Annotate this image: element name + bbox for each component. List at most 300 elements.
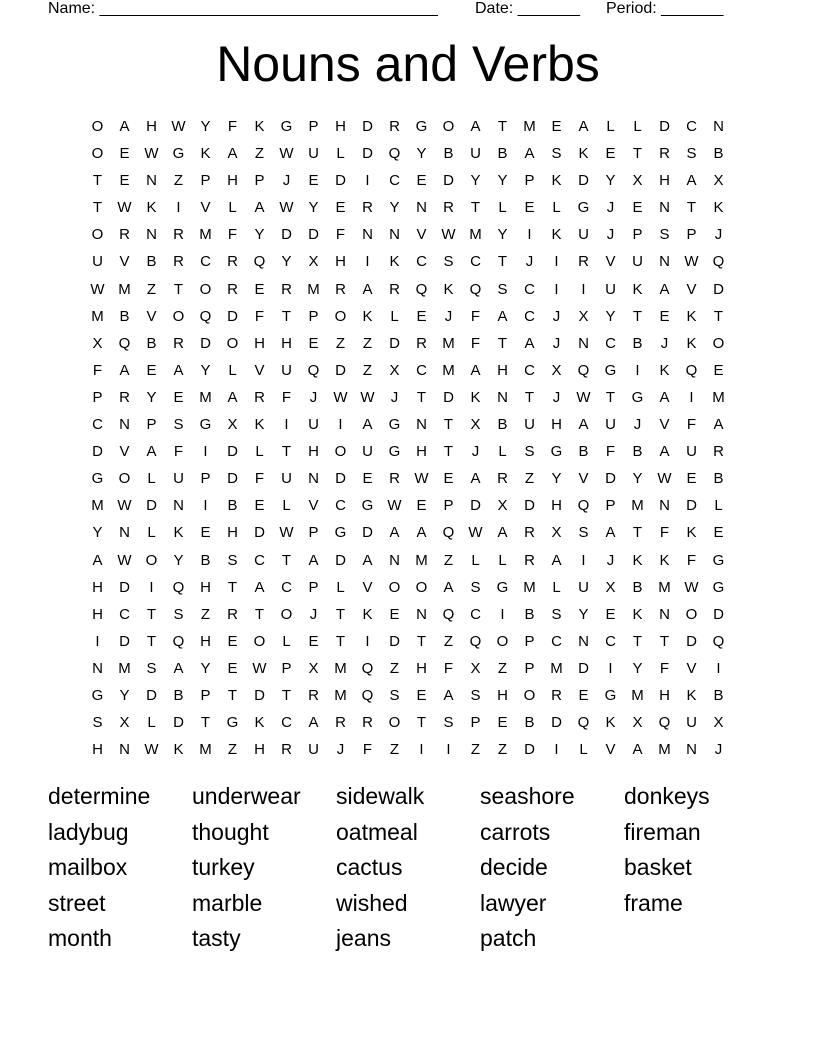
grid-letter: V — [605, 741, 616, 759]
grid-letter: A — [362, 551, 373, 569]
grid-letter: U — [524, 416, 535, 434]
grid-letter: D — [605, 470, 616, 488]
grid-row — [84, 574, 732, 601]
word-bank-item: oatmeal — [336, 818, 418, 845]
grid-letter: T — [443, 443, 454, 461]
grid-letter: D — [686, 632, 697, 650]
grid-letter: G — [712, 578, 725, 596]
grid-letter: C — [416, 361, 427, 379]
grid-letter: P — [200, 686, 211, 704]
grid-letter: K — [659, 551, 670, 569]
grid-letter: Y — [173, 551, 184, 569]
word-bank-item: frame — [624, 889, 683, 916]
grid-row — [84, 547, 732, 574]
word-bank-item: thought — [192, 818, 269, 845]
grid-letter: A — [254, 578, 265, 596]
grid-letter: B — [200, 551, 211, 569]
grid-letter: D — [335, 470, 346, 488]
grid-letter: R — [389, 118, 400, 135]
grid-letter: D — [308, 226, 319, 244]
grid-letter: P — [308, 307, 319, 325]
grid-letter: A — [254, 199, 265, 217]
grid-letter: R — [173, 226, 184, 244]
grid-letter: X — [227, 416, 238, 434]
grid-letter: N — [578, 632, 589, 650]
grid-letter: N — [389, 226, 400, 244]
grid-letter: U — [686, 443, 697, 461]
word-bank-item: jeans — [336, 925, 391, 951]
grid-letter: D — [551, 714, 562, 732]
grid-letter: T — [281, 686, 292, 704]
grid-letter: Y — [632, 659, 643, 677]
grid-letter: E — [308, 632, 319, 650]
grid-letter: S — [227, 551, 238, 569]
grid-letter: B — [578, 443, 589, 461]
grid-row — [84, 709, 732, 736]
grid-letter: D — [443, 172, 454, 190]
grid-letter: K — [254, 118, 265, 135]
grid-letter: C — [119, 605, 130, 623]
grid-letter: M — [658, 741, 671, 759]
grid-letter: Z — [362, 361, 373, 379]
grid-letter: A — [605, 524, 616, 542]
grid-letter: D — [362, 118, 373, 135]
grid-letter: F — [92, 361, 103, 379]
grid-letter: M — [469, 226, 482, 244]
grid-letter: U — [281, 361, 292, 379]
grid-letter: C — [335, 497, 346, 515]
grid-letter: E — [443, 470, 454, 488]
grid-letter: T — [173, 280, 184, 298]
grid-letter: D — [524, 741, 535, 759]
word-bank — [48, 780, 768, 958]
grid-letter: K — [686, 334, 697, 352]
grid-row — [84, 628, 732, 655]
grid-letter: U — [605, 280, 616, 298]
grid-letter: W — [360, 388, 375, 406]
word-bank-item: determine — [48, 783, 151, 809]
grid-letter: D — [173, 714, 184, 732]
grid-letter: I — [500, 605, 505, 623]
grid-letter: L — [282, 632, 291, 650]
grid-letter: E — [254, 280, 265, 298]
grid-letter: D — [281, 226, 292, 244]
grid-letter: V — [119, 443, 130, 461]
grid-letter: F — [227, 226, 238, 244]
grid-letter: G — [577, 199, 590, 217]
grid-letter: T — [92, 199, 103, 217]
grid-letter: W — [117, 551, 132, 569]
grid-letter: L — [147, 470, 156, 488]
grid-letter: N — [389, 551, 400, 569]
grid-letter: N — [119, 416, 130, 434]
grid-letter: W — [279, 524, 294, 542]
grid-letter: O — [91, 118, 104, 135]
grid-letter: T — [497, 334, 508, 352]
grid-letter: Y — [605, 307, 616, 325]
grid-letter: Q — [118, 334, 131, 352]
grid-letter: N — [686, 741, 697, 759]
grid-letter: B — [632, 443, 643, 461]
grid-letter: Z — [173, 172, 184, 190]
grid-letter: C — [605, 334, 616, 352]
grid-letter: I — [419, 741, 424, 759]
grid-letter: U — [308, 145, 319, 163]
grid-letter: D — [524, 497, 535, 515]
grid-letter: I — [365, 172, 370, 190]
grid-letter: A — [227, 145, 238, 163]
grid-row — [84, 411, 732, 438]
grid-letter: F — [686, 551, 697, 569]
grid-letter: Q — [658, 714, 671, 732]
grid-letter: Z — [470, 741, 481, 759]
grid-letter: T — [281, 551, 292, 569]
grid-letter: B — [146, 334, 157, 352]
grid-letter: B — [146, 253, 157, 271]
grid-letter: T — [659, 632, 670, 650]
grid-row — [84, 682, 732, 709]
grid-letter: E — [497, 714, 508, 732]
word-bank-item: seashore — [480, 783, 575, 809]
grid-letter: A — [443, 578, 454, 596]
grid-letter: C — [686, 118, 697, 135]
grid-letter: P — [605, 497, 616, 515]
grid-letter: W — [333, 388, 348, 406]
grid-letter: W — [90, 280, 105, 298]
grid-letter: H — [227, 172, 238, 190]
grid-letter: L — [147, 714, 156, 732]
grid-letter: A — [173, 361, 184, 379]
grid-letter: D — [254, 524, 265, 542]
grid-letter: B — [524, 605, 535, 623]
grid-letter: J — [552, 388, 561, 406]
grid-letter: Q — [577, 497, 590, 515]
grid-letter: W — [441, 226, 456, 244]
grid-letter: P — [524, 172, 535, 190]
grid-letter: F — [470, 334, 481, 352]
grid-letter: C — [605, 632, 616, 650]
grid-letter: I — [365, 632, 370, 650]
grid-letter: G — [604, 361, 617, 379]
grid-letter: L — [552, 199, 561, 217]
grid-letter: E — [254, 497, 265, 515]
grid-letter: R — [227, 280, 238, 298]
grid-letter: T — [497, 253, 508, 271]
grid-letter: O — [523, 686, 536, 704]
grid-letter: N — [659, 497, 670, 515]
grid-letter: B — [524, 714, 535, 732]
grid-row — [84, 655, 732, 682]
grid-letter: R — [443, 199, 454, 217]
grid-letter: P — [524, 659, 535, 677]
grid-letter: H — [659, 686, 670, 704]
grid-letter: X — [632, 172, 643, 190]
grid-letter: A — [227, 388, 238, 406]
grid-letter: A — [578, 416, 589, 434]
grid-letter: N — [713, 118, 724, 135]
grid-letter: M — [334, 686, 347, 704]
grid-letter: V — [686, 659, 697, 677]
word-bank-item: mailbox — [48, 854, 128, 880]
grid-letter: Q — [388, 145, 401, 163]
grid-letter: C — [551, 632, 562, 650]
grid-letter: I — [149, 578, 154, 596]
grid-letter: P — [308, 578, 319, 596]
grid-letter: R — [335, 280, 346, 298]
grid-letter: I — [716, 659, 721, 677]
grid-letter: I — [203, 497, 208, 515]
grid-letter: Y — [497, 226, 508, 244]
grid-letter: Y — [308, 199, 319, 217]
grid-letter: T — [686, 199, 697, 217]
grid-letter: K — [200, 145, 211, 163]
grid-letter: A — [659, 388, 670, 406]
grid-letter: R — [551, 686, 562, 704]
grid-letter: X — [389, 361, 400, 379]
grid-letter: R — [389, 280, 400, 298]
grid-letter: S — [524, 443, 535, 461]
grid-row — [84, 492, 732, 519]
grid-letter: T — [632, 145, 643, 163]
grid-letter: G — [550, 443, 563, 461]
grid-letter: G — [712, 551, 725, 569]
grid-letter: D — [443, 388, 454, 406]
grid-letter: J — [444, 307, 453, 325]
grid-letter: I — [527, 226, 532, 244]
grid-letter: S — [443, 714, 454, 732]
grid-letter: J — [606, 551, 615, 569]
grid-letter: T — [227, 686, 238, 704]
grid-letter: I — [284, 416, 289, 434]
grid-letter: R — [254, 388, 265, 406]
grid-letter: G — [361, 497, 374, 515]
grid-letter: L — [228, 199, 237, 217]
grid-letter: H — [308, 443, 319, 461]
grid-letter: T — [335, 605, 346, 623]
grid-letter: L — [552, 578, 561, 596]
grid-letter: H — [92, 605, 103, 623]
grid-letter: A — [551, 551, 562, 569]
grid-letter: N — [659, 605, 670, 623]
grid-letter: M — [91, 497, 104, 515]
grid-letter: T — [416, 632, 427, 650]
grid-letter: T — [632, 632, 643, 650]
grid-letter: L — [228, 361, 237, 379]
grid-letter: L — [255, 443, 264, 461]
letter-grid — [84, 113, 732, 763]
grid-letter: E — [389, 605, 400, 623]
grid-letter: W — [414, 470, 429, 488]
grid-letter: Y — [92, 524, 103, 542]
grid-letter: S — [497, 280, 508, 298]
grid-letter: N — [416, 416, 427, 434]
grid-letter: S — [173, 605, 184, 623]
word-bank-item: lawyer — [480, 889, 547, 916]
grid-letter: P — [470, 714, 481, 732]
grid-letter: O — [334, 443, 347, 461]
grid-letter: W — [684, 253, 699, 271]
grid-letter: D — [335, 361, 346, 379]
grid-letter: T — [713, 307, 724, 325]
word-bank-item: basket — [624, 854, 692, 880]
grid-letter: E — [524, 199, 535, 217]
grid-letter: D — [362, 524, 373, 542]
grid-letter: H — [254, 334, 265, 352]
grid-letter: G — [604, 686, 617, 704]
grid-letter: S — [389, 686, 400, 704]
word-bank-item: sidewalk — [336, 783, 425, 809]
grid-letter: I — [581, 551, 586, 569]
grid-letter: L — [579, 741, 588, 759]
grid-letter: Q — [712, 253, 725, 271]
word-bank-item: tasty — [192, 925, 241, 951]
grid-letter: S — [470, 578, 481, 596]
grid-letter: Q — [361, 659, 374, 677]
word-bank-item: donkeys — [624, 783, 710, 809]
grid-letter: J — [633, 416, 642, 434]
grid-letter: K — [551, 226, 562, 244]
grid-letter: N — [119, 524, 130, 542]
grid-letter: K — [686, 307, 697, 325]
grid-letter: K — [632, 280, 643, 298]
grid-letter: R — [362, 714, 373, 732]
grid-letter: O — [712, 334, 725, 352]
grid-letter: Z — [227, 741, 238, 759]
grid-letter: L — [147, 524, 156, 542]
grid-letter: Y — [146, 388, 157, 406]
grid-letter: Q — [469, 632, 482, 650]
grid-letter: S — [659, 226, 670, 244]
grid-letter: Z — [497, 741, 508, 759]
grid-letter: I — [554, 253, 559, 271]
grid-letter: J — [525, 253, 534, 271]
word-bank-item: cactus — [336, 854, 403, 880]
word-bank-item: month — [48, 925, 112, 951]
grid-letter: C — [524, 361, 535, 379]
grid-letter: O — [199, 280, 212, 298]
grid-letter: A — [308, 551, 319, 569]
grid-letter: I — [338, 416, 343, 434]
grid-letter: X — [713, 172, 724, 190]
word-bank-item: wished — [336, 889, 408, 916]
grid-letter: M — [91, 307, 104, 325]
grid-letter: Q — [199, 307, 212, 325]
header — [48, 0, 768, 20]
grid-letter: P — [92, 388, 103, 406]
grid-letter: Y — [578, 605, 589, 623]
grid-letter: J — [471, 443, 480, 461]
grid-letter: X — [308, 253, 319, 271]
grid-letter: F — [443, 659, 454, 677]
grid-letter: M — [118, 280, 131, 298]
grid-row — [84, 519, 732, 546]
grid-letter: O — [145, 551, 158, 569]
grid-letter: K — [362, 307, 373, 325]
grid-letter: H — [551, 497, 562, 515]
grid-letter: K — [470, 388, 481, 406]
grid-letter: R — [335, 714, 346, 732]
grid-letter: M — [631, 686, 644, 704]
grid-letter: X — [551, 524, 562, 542]
grid-letter: R — [416, 334, 427, 352]
grid-letter: Q — [712, 632, 725, 650]
grid-letter: E — [416, 172, 427, 190]
grid-letter: E — [362, 470, 373, 488]
grid-letter: I — [203, 443, 208, 461]
grid-letter: D — [227, 307, 238, 325]
grid-letter: X — [308, 659, 319, 677]
grid-letter: Y — [632, 470, 643, 488]
grid-letter: N — [119, 741, 130, 759]
grid-letter: B — [713, 470, 724, 488]
grid-letter: M — [631, 497, 644, 515]
grid-letter: Z — [146, 280, 157, 298]
grid-letter: H — [281, 334, 292, 352]
grid-letter: T — [497, 118, 508, 135]
grid-letter: D — [578, 659, 589, 677]
grid-letter: G — [199, 416, 212, 434]
grid-letter: R — [524, 524, 535, 542]
grid-letter: U — [578, 578, 589, 596]
grid-letter: C — [470, 605, 481, 623]
word-bank-item: marble — [192, 889, 263, 916]
grid-letter: T — [254, 605, 265, 623]
grid-letter: I — [689, 388, 694, 406]
grid-letter: R — [308, 686, 319, 704]
word-bank-item: turkey — [192, 854, 255, 880]
grid-letter: H — [335, 118, 346, 135]
grid-letter: M — [712, 388, 725, 406]
grid-letter: G — [91, 686, 104, 704]
grid-letter: F — [173, 443, 184, 461]
grid-letter: Q — [172, 578, 185, 596]
page-title: Nouns and Verbs — [216, 36, 600, 92]
grid-letter: E — [416, 497, 427, 515]
grid-letter: A — [578, 118, 589, 135]
grid-letter: P — [200, 172, 211, 190]
grid-letter: A — [713, 416, 724, 434]
grid-letter: D — [92, 443, 103, 461]
grid-letter: R — [119, 226, 130, 244]
grid-letter: Z — [524, 470, 535, 488]
grid-letter: S — [443, 253, 454, 271]
grid-letter: S — [551, 605, 562, 623]
grid-letter: A — [173, 659, 184, 677]
grid-letter: O — [415, 578, 428, 596]
grid-letter: N — [578, 334, 589, 352]
grid-letter: B — [227, 497, 238, 515]
grid-letter: X — [605, 578, 616, 596]
grid-letter: Y — [200, 361, 211, 379]
grid-letter: E — [416, 686, 427, 704]
grid-letter: W — [144, 145, 159, 163]
grid-letter: D — [362, 145, 373, 163]
grid-letter: A — [362, 280, 373, 298]
grid-letter: O — [118, 470, 131, 488]
grid-letter: P — [443, 497, 454, 515]
word-bank-item: carrots — [480, 818, 551, 845]
grid-letter: J — [606, 226, 615, 244]
grid-letter: O — [280, 605, 293, 623]
grid-letter: E — [416, 307, 427, 325]
grid-letter: F — [254, 470, 265, 488]
grid-row — [84, 736, 732, 763]
grid-letter: K — [686, 524, 697, 542]
grid-letter: K — [173, 524, 184, 542]
grid-letter: E — [308, 172, 319, 190]
grid-letter: Y — [470, 172, 481, 190]
grid-letter: K — [632, 605, 643, 623]
